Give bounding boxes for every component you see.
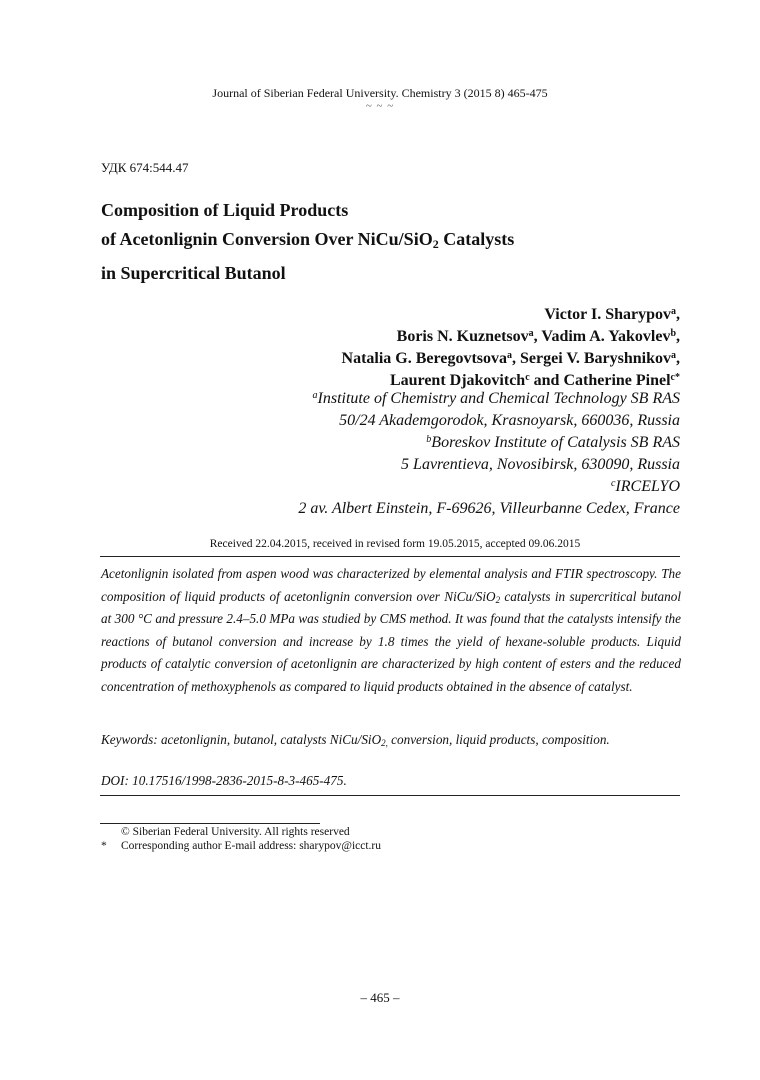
- copyright-footnote: © Siberian Federal University. All rights reserved: [121, 826, 350, 838]
- author-line: Laurent Djakovitch$^c$ and Catherine Pinel$^{c*}$: [389, 372, 680, 389]
- journal-header: Journal of Siberian Federal University. Chemistry 3 (2015 8) 465-475: [212, 86, 548, 100]
- paper-title: [101, 196, 514, 288]
- corresponding-author-footnote: * Corresponding author E-mail address: sharypov@icct.ru: [101, 840, 382, 852]
- doi: DOI: 10.17516/1998-2836-2015-8-3-465-475.: [101, 773, 347, 788]
- affiliation-line: $^a$Institute of Chemistry and Chemical Technology SB RAS: [312, 390, 680, 407]
- affiliation-line: $^b$Boreskov Institute of Catalysis SB RAS: [426, 434, 680, 451]
- affiliation-line: $^c$IRCELYO: [610, 478, 680, 495]
- udk-code: УДК 674:544.47: [101, 160, 189, 175]
- author-name: Victor I. Sharypov: [544, 306, 671, 323]
- affiliation-line: 2 av. Albert Einstein, F-69626, Villeurbanne Cedex, France: [298, 500, 680, 517]
- page-number: – 465 –: [360, 990, 400, 1005]
- keywords: Keywords: acetonlignin, butanol, catalysts NiCu/SiO$_{2,}$ conversion, liquid products, composition.: [101, 732, 610, 748]
- received-dates: Received 22.04.2015, received in revised form 19.05.2015, accepted 09.06.2015: [209, 538, 581, 550]
- footnote-rule: [100, 823, 320, 824]
- title-line-1: Composition of Liquid Products: [101, 200, 349, 220]
- author-name: Laurent Djakovitch: [389, 372, 526, 389]
- affiliation-line: 5 Lavrentieva, Novosibirsk, 630090, Russia: [401, 456, 680, 473]
- title-line-3: in Supercritical Butanol: [101, 263, 286, 283]
- abstract: Acetonlignin isolated from aspen wood was characterized by elemental analysis and FTIR spectroscopy. The composition of liquid products of acetonlignin conversion over NiCu/SiO$_2$ catalysts in supercritical butanol at 300 °C and pressure 2.4–5.0 MPa was studied by CMS method. It was found that the catalysts intensify the reactions of butanol conversion and increase by 1.8 times the yield of hexane-soluble products. Liquid products of catalytic conversion of acetonlignin are characterized by high content of esters and the reduced concentration of methoxyphenols as compared to liquid products obtained in the absence of catalyst.: [101, 566, 681, 694]
- author-line: Victor I. Sharypov$^a$,: [544, 306, 680, 323]
- author-name: Vadim A. Yakovlev: [541, 328, 671, 345]
- author-name: Sergei V. Baryshnikov: [520, 350, 671, 367]
- author-line: Boris N. Kuznetsov$^a$, Vadim A. Yakovlev$^b$,: [396, 328, 680, 345]
- author-list: [342, 304, 680, 392]
- author-line: Natalia G. Beregovtsova$^a$, Sergei V. Baryshnikov$^a$,: [341, 350, 680, 367]
- author-name: Catherine Pinel: [563, 372, 671, 389]
- abstract-top-rule: [100, 556, 680, 557]
- affiliations: [298, 388, 680, 520]
- author-name: Natalia G. Beregovtsova: [341, 350, 507, 367]
- abstract-bottom-rule: [100, 795, 680, 796]
- author-name: Boris N. Kuznetsov: [396, 328, 529, 345]
- affiliation-line: 50/24 Akademgorodok, Krasnoyarsk, 660036, Russia: [339, 412, 680, 429]
- header-tilde-divider: ~ ~ ~: [365, 100, 395, 112]
- title-line-2: of Acetonlignin Conversion Over NiCu/SiO$_2$ Catalysts: [101, 229, 515, 251]
